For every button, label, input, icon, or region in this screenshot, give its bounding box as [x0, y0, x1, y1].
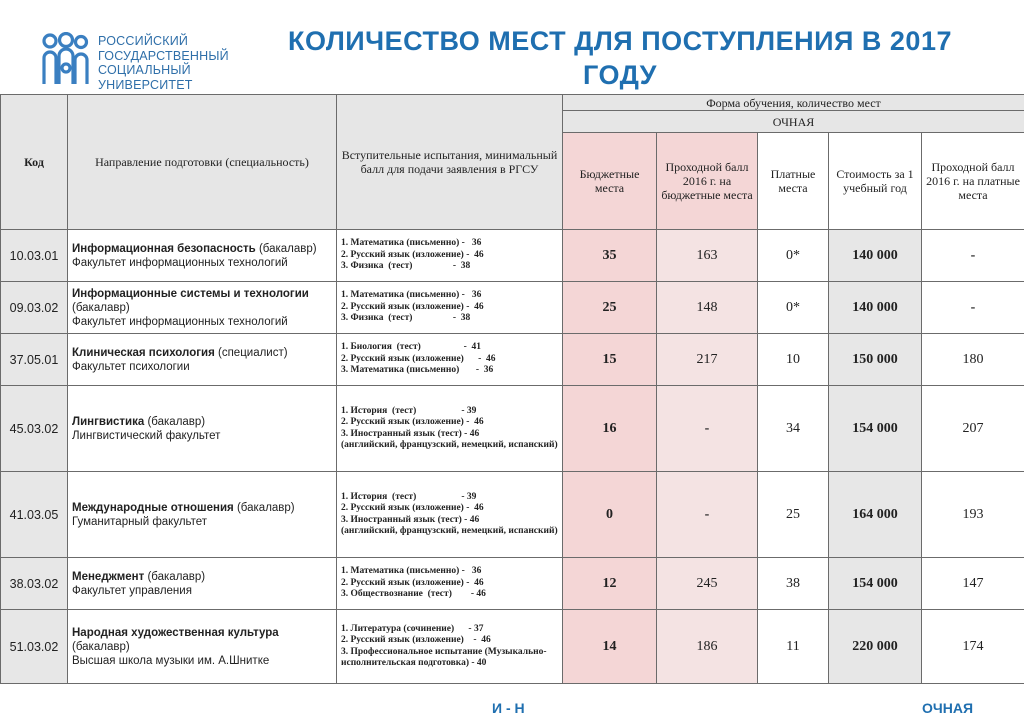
cell-code: 41.03.05 [1, 472, 68, 558]
cell-budget: 16 [563, 386, 657, 472]
cell-cost: 150 000 [829, 334, 922, 386]
cell-cost: 220 000 [829, 610, 922, 684]
exams-text: 1. История (тест) - 39 2. Русский язык (изложение) - 46 3. Иностранный язык (тест) - 46 (английский, французский, немецкий, испанский) [341, 491, 558, 536]
table-row [1, 334, 1024, 386]
cell-budget: 14 [563, 610, 657, 684]
cell-budget: 35 [563, 230, 657, 282]
table-row [1, 610, 1024, 684]
cell-paid: 0* [758, 282, 829, 334]
header-mode: ОЧНАЯ [563, 111, 1024, 133]
cell-direction [68, 334, 337, 386]
direction-level: (бакалавр) [255, 242, 317, 255]
exams-text: 1. Биология (тест) - 41 2. Русский язык (изложение) - 46 3. Математика (письменно) - 36 [341, 342, 496, 376]
cell-direction [68, 282, 337, 334]
direction-faculty: Факультет информационных технологий [72, 315, 288, 328]
direction-faculty: Факультет психологии [72, 360, 190, 373]
exams-text: 1. История (тест) - 39 2. Русский язык (изложение) - 46 3. Иностранный язык (тест) - 46 (английский, французский, немецкий, испанский) [341, 405, 558, 450]
header-paid: Платные места [758, 133, 829, 230]
direction-level: (бакалавр) [72, 640, 130, 653]
cell-cost: 140 000 [829, 230, 922, 282]
exams-text: 1. Математика (письменно) - 36 2. Русский язык (изложение) - 46 3. Физика (тест) - 38 [341, 238, 484, 272]
direction-name: Менеджмент [72, 570, 145, 583]
cell-paid: 0* [758, 230, 829, 282]
direction-faculty: Факультет информационных технологий [72, 256, 288, 269]
table-row [1, 386, 1024, 472]
direction-level: (бакалавр) [72, 301, 130, 314]
cell-paid: 10 [758, 334, 829, 386]
cell-pass-budget: 217 [657, 334, 758, 386]
direction-name: Клиническая психология [72, 346, 215, 359]
direction-level: (бакалавр) [144, 570, 206, 583]
table-row [1, 282, 1024, 334]
cell-exams [337, 282, 563, 334]
direction-name: Информационные системы и технологии [72, 287, 309, 300]
header-pass-paid: Проходной балл 2016 г. на платные места [922, 133, 1024, 230]
cell-pass-paid: 180 [922, 334, 1024, 386]
cell-pass-budget: 163 [657, 230, 758, 282]
cell-exams [337, 558, 563, 610]
header-code: Код [1, 95, 68, 230]
page-title: КОЛИЧЕСТВО МЕСТ ДЛЯ ПОСТУПЛЕНИЯ В 2017 ГОДУ [288, 26, 952, 90]
cell-paid: 38 [758, 558, 829, 610]
cell-exams [337, 472, 563, 558]
direction-level: (бакалавр) [233, 501, 295, 514]
footer-range: И - Н [492, 700, 525, 716]
direction-name: Международные отношения [72, 501, 234, 514]
direction-faculty: Лингвистический факультет [72, 429, 221, 442]
exams-text: 1. Математика (письменно) - 36 2. Русский язык (изложение) - 46 3. Физика (тест) - 38 [341, 290, 484, 324]
cell-exams [337, 334, 563, 386]
cell-pass-paid: - [922, 230, 1024, 282]
footer-mode: ОЧНАЯ [922, 700, 974, 716]
exams-text: 1. Математика (письменно) - 36 2. Русский язык (изложение) - 46 3. Обществознание (тест) - 46 [341, 566, 486, 600]
header-cost: Стоимость за 1 учебный год [829, 133, 922, 230]
cell-exams [337, 386, 563, 472]
cell-exams [337, 230, 563, 282]
cell-direction [68, 558, 337, 610]
cell-cost: 140 000 [829, 282, 922, 334]
cell-direction [68, 610, 337, 684]
cell-cost: 164 000 [829, 472, 922, 558]
header-direction: Направление подготовки (специальность) [68, 95, 337, 230]
cell-cost: 154 000 [829, 558, 922, 610]
table-row [1, 558, 1024, 610]
cell-budget: 15 [563, 334, 657, 386]
cell-direction [68, 472, 337, 558]
cell-pass-budget: 245 [657, 558, 758, 610]
logo-text: РОССИЙСКИЙ ГОСУДАРСТВЕННЫЙ СОЦИАЛЬНЫЙ УНИВЕРСИТЕТ [98, 34, 229, 92]
cell-pass-paid: 193 [922, 472, 1024, 558]
cell-pass-paid: 207 [922, 386, 1024, 472]
table-row [1, 472, 1024, 558]
university-logo [40, 32, 240, 92]
cell-paid: 34 [758, 386, 829, 472]
cell-pass-budget: 186 [657, 610, 758, 684]
cell-direction [68, 230, 337, 282]
cell-code: 37.05.01 [1, 334, 68, 386]
direction-faculty: Факультет управления [72, 584, 192, 597]
direction-faculty: Высшая школа музыки им. А.Шнитке [72, 654, 270, 667]
cell-budget: 12 [563, 558, 657, 610]
cell-cost: 154 000 [829, 386, 922, 472]
header-budget: Бюджетные места [563, 133, 657, 230]
cell-pass-budget: 148 [657, 282, 758, 334]
cell-code: 38.03.02 [1, 558, 68, 610]
header-exams: Вступительные испытания, минимальный балл для подачи заявления в РГСУ [337, 95, 563, 230]
admission-table [0, 94, 1024, 684]
cell-paid: 25 [758, 472, 829, 558]
direction-faculty: Гуманитарный факультет [72, 515, 208, 528]
direction-name: Информационная безопасность [72, 242, 256, 255]
direction-level: (специалист) [214, 346, 288, 359]
exams-text: 1. Литература (сочинение) - 37 2. Русский язык (изложение) - 46 3. Профессиональное испытание (Музыкально-исполнительская подготовка) - 40 [341, 623, 547, 668]
direction-name: Лингвистика [72, 415, 145, 428]
logo-people-icon [40, 32, 92, 90]
cell-pass-budget: - [657, 386, 758, 472]
table-row [1, 230, 1024, 282]
cell-code: 09.03.02 [1, 282, 68, 334]
cell-pass-budget: - [657, 472, 758, 558]
cell-pass-paid: - [922, 282, 1024, 334]
cell-direction [68, 386, 337, 472]
direction-name: Народная художественная культура [72, 626, 279, 639]
cell-pass-paid: 147 [922, 558, 1024, 610]
cell-code: 51.03.02 [1, 610, 68, 684]
cell-budget: 25 [563, 282, 657, 334]
header-form: Форма обучения, количество мест [563, 95, 1024, 111]
cell-code: 10.03.01 [1, 230, 68, 282]
cell-exams [337, 610, 563, 684]
cell-paid: 11 [758, 610, 829, 684]
cell-pass-paid: 174 [922, 610, 1024, 684]
cell-budget: 0 [563, 472, 657, 558]
cell-code: 45.03.02 [1, 386, 68, 472]
direction-level: (бакалавр) [144, 415, 206, 428]
header-pass-budget: Проходной балл 2016 г. на бюджетные места [657, 133, 758, 230]
